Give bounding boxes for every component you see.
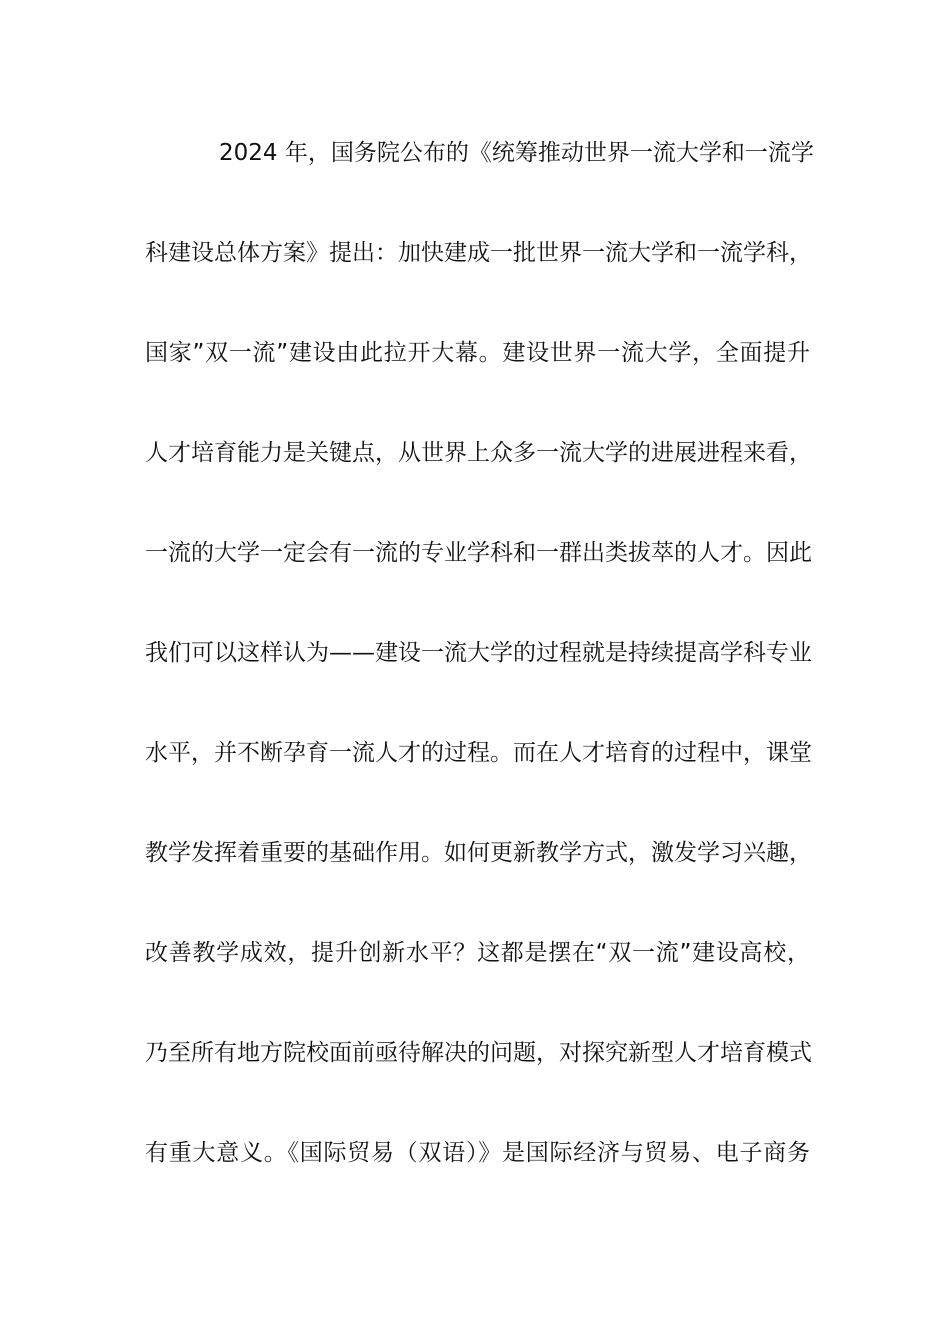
paragraph-line-5: 一流的大学一定会有一流的专业学科和一群出类拔萃的人才。因此 (145, 540, 812, 566)
paragraph-line-8: 教学发挥着重要的基础作用。如何更新教学方式，激发学习兴趣， (145, 840, 812, 866)
paragraph-line-1: 2024 年，国务院公布的《统筹推动世界一流大学和一流学 (219, 140, 814, 166)
paragraph-line-6: 我们可以这样认为——建设一流大学的过程就是持续提高学科专业 (145, 640, 812, 666)
paragraph-line-11: 有重大意义。《国际贸易（双语）》是国际经济与贸易、电子商务 (145, 1140, 810, 1166)
paragraph-line-2: 科建设总体方案》提出：加快建成一批世界一流大学和一流学科， (145, 240, 812, 266)
paragraph-line-7: 水平，并不断孕育一流人才的过程。而在人才培育的过程中，课堂 (145, 740, 812, 766)
paragraph-line-10: 乃至所有地方院校面前亟待解决的问题，对探究新型人才培育模式 (145, 1040, 812, 1066)
paragraph-line-4: 人才培育能力是关键点，从世界上众多一流大学的进展进程来看， (145, 440, 812, 466)
paragraph-line-9: 改善教学成效，提升创新水平？这都是摆在“双一流”建设高校， (145, 940, 810, 966)
body-paragraph (145, 133, 814, 1233)
paragraph-line-3: 国家”双一流”建设由此拉开大幕。建设世界一流大学，全面提升 (145, 340, 810, 366)
